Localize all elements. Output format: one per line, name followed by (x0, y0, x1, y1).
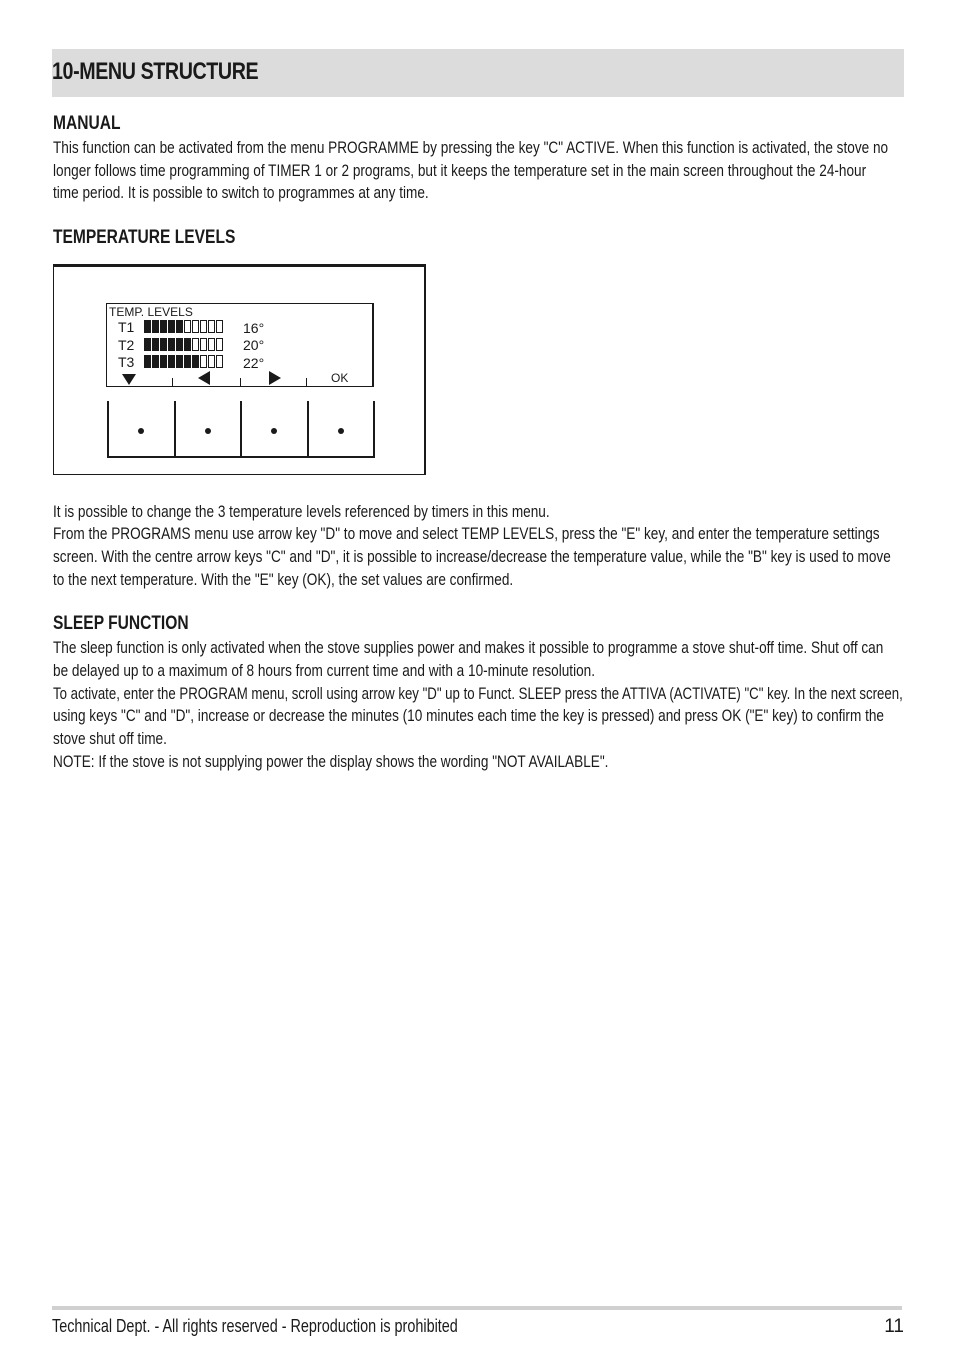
level-segment (184, 320, 191, 333)
level-segment (176, 338, 183, 351)
level-segment (168, 338, 175, 351)
level-segment (192, 338, 199, 351)
temp-levels-line: From the PROGRAMS menu use arrow key "D" to move and select TEMP LEVELS, press the "E" key, and enter the temperature settings (53, 524, 880, 543)
lcd-row-value: 20° (243, 337, 265, 353)
level-segment (200, 338, 207, 351)
keypad (107, 401, 375, 458)
page-number: 11 (884, 1316, 904, 1337)
left-arrow-icon (198, 371, 210, 385)
level-segment (184, 338, 191, 351)
divider-tick (306, 378, 307, 386)
divider-tick (240, 378, 241, 386)
level-segment (144, 338, 151, 351)
level-segment (160, 338, 167, 351)
level-segment (216, 320, 223, 333)
lcd-row-value: 22° (243, 355, 265, 371)
sleep-line: stove shut off time. (53, 729, 167, 748)
level-segment (200, 355, 207, 368)
level-segment (208, 320, 215, 333)
footer-rule (52, 1306, 902, 1310)
temp-levels-line: screen. With the centre arrow keys "C" and "D", it is possible to increase/decrease the temperature value, while the "B" key is used to move (53, 547, 891, 566)
level-segment (160, 355, 167, 368)
footer-text: Technical Dept. - All rights reserved - Reproduction is prohibited (52, 1316, 458, 1336)
page-title: 10-MENU STRUCTURE (52, 58, 259, 85)
divider-tick (172, 378, 173, 386)
level-segment (208, 338, 215, 351)
right-arrow-icon (269, 371, 281, 385)
key-c-button[interactable] (240, 401, 309, 458)
dot-icon (138, 428, 144, 434)
level-segment (176, 320, 183, 333)
down-arrow-icon (122, 374, 136, 385)
level-segment (168, 320, 175, 333)
lcd-row-label: T1 (118, 319, 135, 335)
level-segment (200, 320, 207, 333)
key-b-button[interactable] (174, 401, 243, 458)
dot-icon (338, 428, 344, 434)
sleep-line: be delayed up to a maximum of 8 hours from current time and with a 10-minute resolution. (53, 661, 596, 680)
lcd-row-label: T3 (118, 354, 135, 370)
temp-levels-heading: TEMPERATURE LEVELS (53, 227, 236, 248)
level-segment (144, 320, 151, 333)
level-bar-t2 (144, 338, 224, 351)
temp-levels-line: to the next temperature. With the "E" key (OK), the set values are confirmed. (53, 570, 514, 589)
level-segment (216, 355, 223, 368)
temp-levels-line: It is possible to change the 3 temperature levels referenced by timers in this menu. (53, 502, 550, 521)
level-segment (184, 355, 191, 368)
dot-icon (271, 428, 277, 434)
level-bar-t3 (144, 355, 224, 368)
level-segment (152, 355, 159, 368)
level-segment (176, 355, 183, 368)
level-segment (192, 320, 199, 333)
ok-label: OK (331, 371, 349, 385)
level-segment (160, 320, 167, 333)
level-segment (152, 320, 159, 333)
sleep-line: The sleep function is only activated when the stove supplies power and makes it possible to programme a stove shut-off time. Shut off can (53, 638, 884, 657)
manual-line: time period. It is possible to switch to programmes at any time. (53, 183, 429, 202)
level-segment (192, 355, 199, 368)
key-a-button[interactable] (107, 401, 176, 458)
sleep-heading: SLEEP FUNCTION (53, 613, 189, 634)
dot-icon (205, 428, 211, 434)
manual-line: This function can be activated from the menu PROGRAMME by pressing the key "C" ACTIVE. When this function is activated, the stove no (53, 138, 889, 157)
lcd-row-label: T2 (118, 337, 135, 353)
lcd-title: TEMP. LEVELS (109, 305, 193, 319)
manual-line: longer follows time programming of TIMER 1 or 2 programs, but it keeps the temperature set in the main screen throughout the 24-hour (53, 161, 867, 180)
manual-heading: MANUAL (53, 113, 121, 134)
sleep-line: NOTE: If the stove is not supplying power the display shows the wording "NOT AVAILABLE". (53, 752, 609, 771)
sleep-line: To activate, enter the PROGRAM menu, scroll using arrow key "D" up to Funct. SLEEP press the ATTIVA (ACTIVATE) "C" key. In the next screen, (53, 684, 903, 703)
sleep-line: using keys "C" and "D", increase or decrease the minutes (10 minutes each time the key is pressed) and press OK ("E" key) to confirm the (53, 706, 884, 725)
level-segment (208, 355, 215, 368)
level-segment (152, 338, 159, 351)
level-segment (216, 338, 223, 351)
level-bar-t1 (144, 320, 224, 333)
level-segment (168, 355, 175, 368)
lcd-row-value: 16° (243, 320, 265, 336)
level-segment (144, 355, 151, 368)
key-d-button[interactable] (307, 401, 376, 458)
